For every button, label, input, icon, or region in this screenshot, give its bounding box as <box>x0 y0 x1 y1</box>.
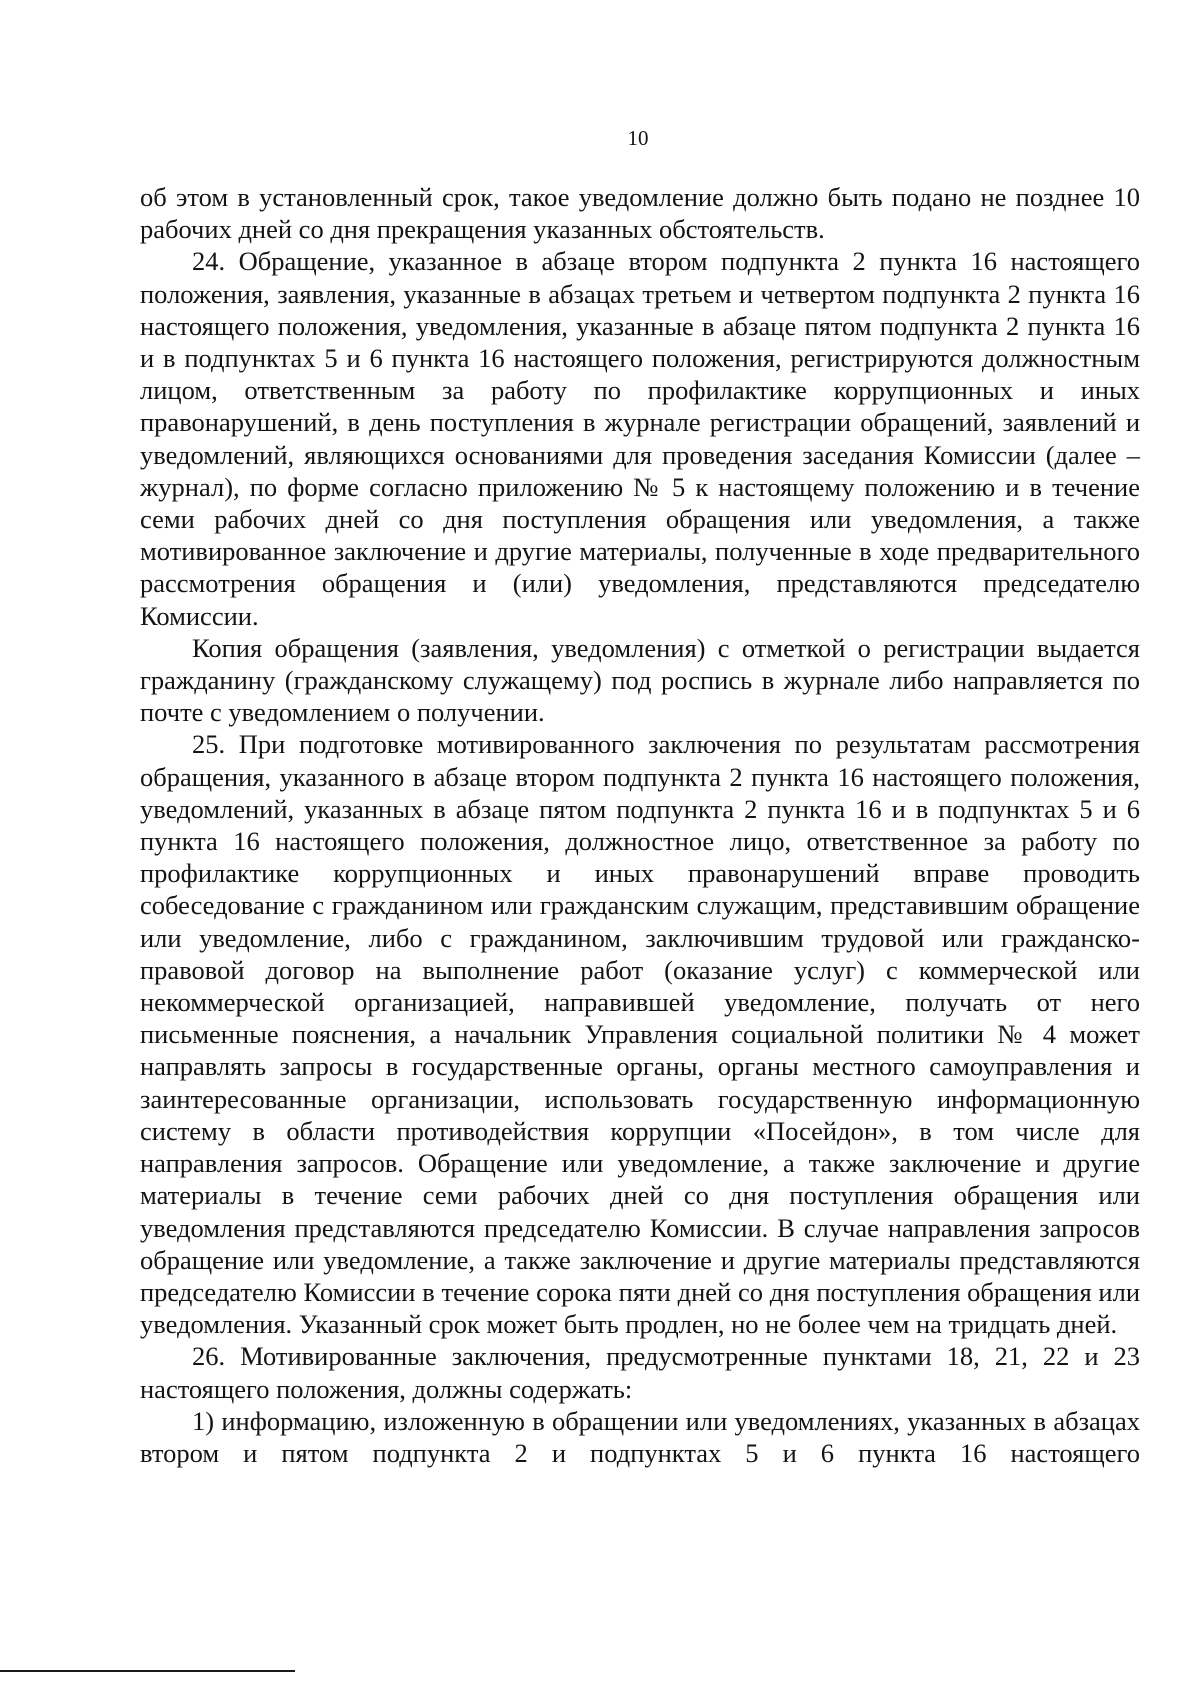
paragraph-item-24: 24. Обращение, указанное в абзаце втором подпункта 2 пункта 16 настоящего положения, заявления, указанные в абзацах третьем и четвертом подпункта 2 пункта 16 настоящего положения, уведомления, указанные в абзаце пятом подпункта 2 пункта 16 и в подпунктах 5 и 6 пункта 16 настоящего положения, регистрируются должностным лицом, ответственным за работу по профилактике коррупционных и иных правонарушений, в день поступления в журнале регистрации обращений, заявлений и уведомлений, являющихся основаниями для проведения заседания Комиссии (далее – журнал), по форме согласно приложению № 5 к настоящему положению и в течение семи рабочих дней со дня поступления обращения или уведомления, а также мотивированное заключение и другие материалы, полученные в ходе предварительного рассмотрения обращения и (или) уведомления, представляются председателю Комиссии. <box>140 246 1140 631</box>
paragraph-item-25: 25. При подготовке мотивированного заключения по результатам рассмотрения обращения, указанного в абзаце втором подпункта 2 пункта 16 настоящего положения, уведомлений, указанных в абзаце пятом подпункта 2 пункта 16 и в подпунктах 5 и 6 пункта 16 настоящего положения, должностное лицо, ответственное за работу по профилактике коррупционных и иных правонарушений вправе проводить собеседование с гражданином или гражданским служащим, представившим обращение или уведомление, либо с гражданином, заключившим трудовой или гражданско-правовой договор на выполнение работ (оказание услуг) с коммерческой или некоммерческой организацией, направившей уведомление, получать от него письменные пояснения, а начальник Управления социальной политики № 4 может направлять запросы в государственные органы, органы местного самоуправления и заинтересованные организации, использовать государственную информационную систему в области противодействия коррупции «Посейдон», в том числе для направления запросов. Обращение или уведомление, а также заключение и другие материалы в течение семи рабочих дней со дня поступления обращения или уведомления представляются председателю Комиссии. В случае направления запросов обращение или уведомление, а также заключение и другие материалы представляются председателю Комиссии в течение сорока пяти дней со дня поступления обращения или уведомления. Указанный срок может быть продлен, но не более чем на тридцать дней. <box>140 729 1140 1340</box>
paragraph-item-26: 26. Мотивированные заключения, предусмотренные пунктами 18, 21, 22 и 23 настоящего положения, должны содержать: <box>140 1341 1140 1404</box>
paragraph-item-24-copy: Копия обращения (заявления, уведомления) с отметкой о регистрации выдается гражданину (гражданскому служащему) под роспись в журнале либо направляется по почте с уведомлением о получении. <box>140 632 1140 728</box>
document-body <box>140 181 1140 1469</box>
page-number: 10 <box>627 126 649 150</box>
footnote-separator <box>0 1670 295 1672</box>
paragraph-item-26-1: 1) информацию, изложенную в обращении или уведомлениях, указанных в абзацах втором и пятом подпункта 2 и подпунктах 5 и 6 пункта 16 настоящего <box>140 1405 1140 1468</box>
paragraph-continuation: об этом в установленный срок, такое уведомление должно быть подано не позднее 10 рабочих дней со дня прекращения указанных обстоятельств. <box>140 182 1140 245</box>
